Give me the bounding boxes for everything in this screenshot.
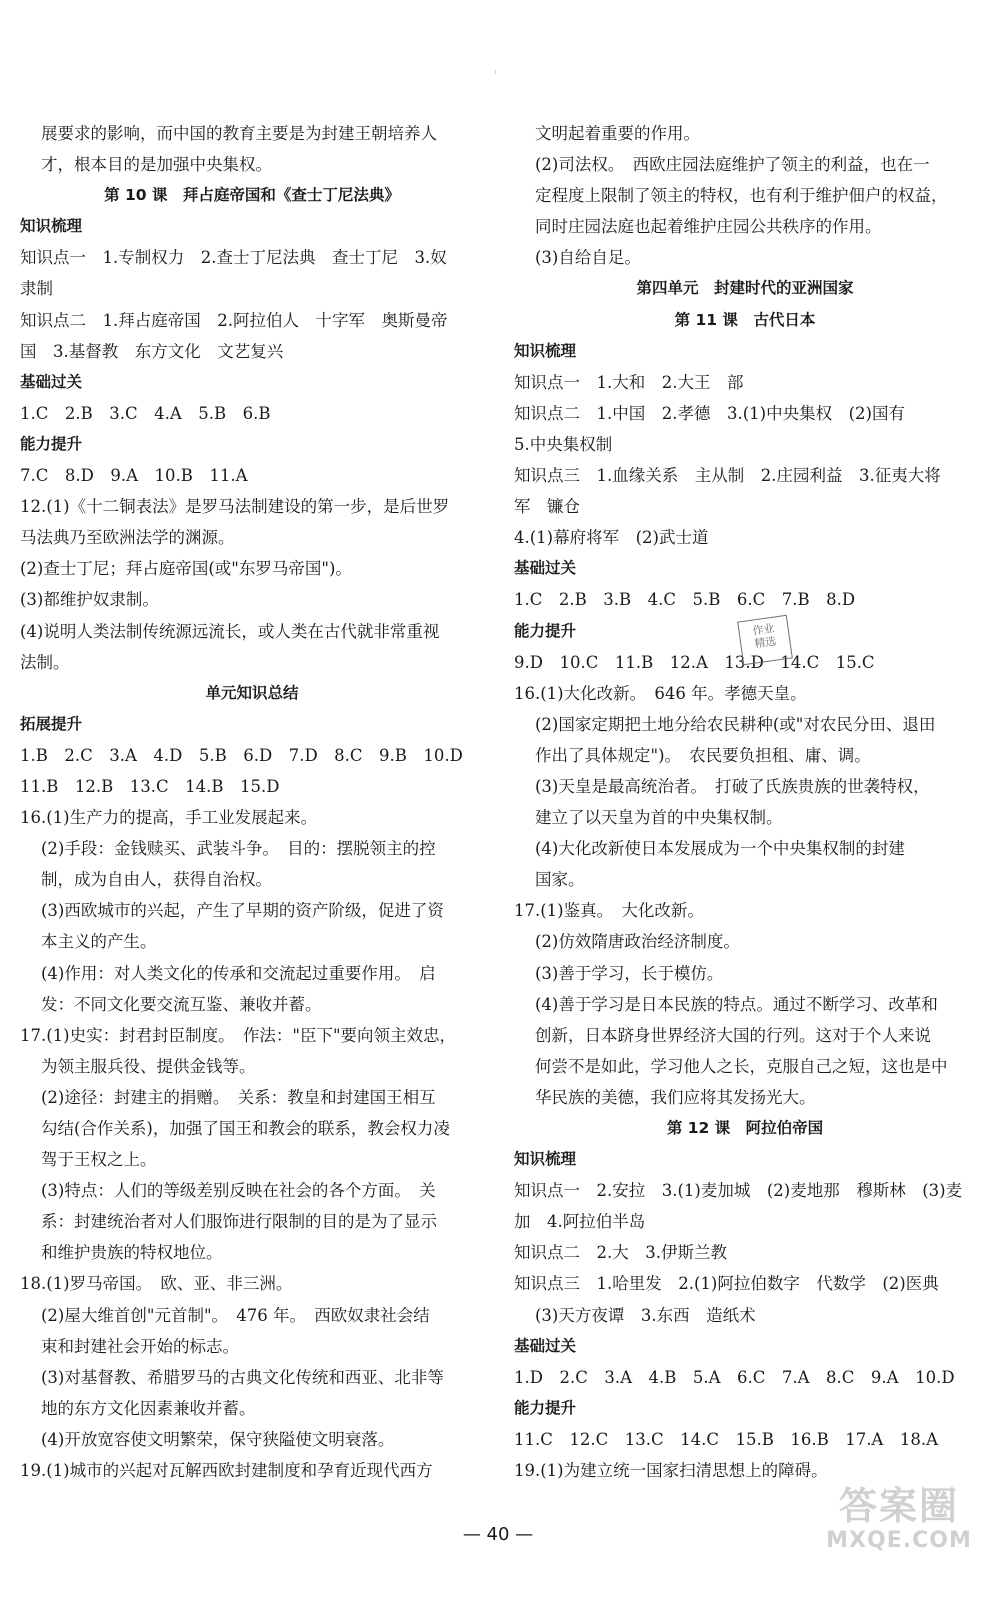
right-column [514, 118, 976, 1486]
answer-line: (2)国家定期把土地分给农民耕种(或"对农民分田、退田 [535, 714, 936, 734]
answer-line: 华民族的美德，我们应将其发扬光大。 [535, 1087, 816, 1107]
section-heading: 知识梳理 [514, 341, 577, 360]
page-number: — 40 — [462, 1524, 534, 1545]
answer-line: 作出了具体规定")。 农民要负担租、庸、调。 [535, 745, 871, 765]
answer-line: 11.C 12.C 13.C 14.C 15.B 16.B 17.A 18.A [514, 1429, 939, 1449]
answer-line: 驾于王权之上。 [41, 1150, 157, 1170]
answer-line: 知识点一 1.大和 2.大王 部 [514, 372, 744, 392]
answer-line: (3)西欧城市的兴起，产生了早期的资产阶级，促进了资 [41, 901, 444, 921]
answer-line: 系：封建统治者对人们服饰进行限制的目的是为了显示 [41, 1212, 437, 1232]
answer-line: 12.(1)《十二铜表法》是罗马法制建设的第一步，是后世罗 [20, 497, 450, 517]
section-heading: 能力提升 [20, 434, 83, 453]
answer-line: 军 镰仓 [514, 497, 580, 517]
answer-line: 勾结(合作关系)，加强了国王和教会的联系，教会权力凌 [41, 1119, 450, 1138]
answer-line: 17.(1)鉴真。 大化改新。 [514, 901, 704, 921]
answer-line: (2)屋大维首创"元首制"。 476 年。 西欧奴隶社会结 [41, 1305, 430, 1325]
answer-line: 加 4.阿拉伯半岛 [514, 1212, 646, 1232]
stamp-line-2: 精选 [753, 634, 778, 651]
section-heading: 知识梳理 [20, 217, 83, 236]
answer-line: 展要求的影响，而中国的教育主要是为封建王朝培养人 [41, 124, 437, 143]
answer-line: (3)对基督教、希腊罗马的古典文化传统和西亚、北非等 [41, 1367, 444, 1387]
watermark-line-1: 答案圈 [838, 1484, 959, 1528]
answer-line: 文明起着重要的作用。 [535, 124, 700, 143]
answer-line: 9.D 10.C 11.B 12.A 13.D 14.C 15.C [514, 652, 875, 672]
answer-line: 16.(1)生产力的提高，手工业发展起来。 [20, 808, 318, 828]
answer-line: 和维护贵族的特权地位。 [41, 1243, 223, 1263]
answer-line: 4.(1)幕府将军 (2)武士道 [514, 528, 709, 548]
answer-line: 法制。 [20, 652, 70, 672]
answer-line: 何尝不是如此，学习他人之长，克服自己之短，这也是中 [535, 1056, 948, 1076]
answer-line: (4)开放宽容使文明繁荣，保守狭隘使文明衰落。 [41, 1429, 395, 1449]
answer-line: 1.C 2.B 3.C 4.A 5.B 6.B [20, 403, 271, 423]
watermark-logo [824, 1484, 974, 1564]
section-title: 第 12 课 阿拉伯帝国 [666, 1119, 824, 1137]
answer-line: 1.D 2.C 3.A 4.B 5.A 6.C 7.A 8.C 9.A 10.D [514, 1367, 955, 1387]
section-title: 单元知识总结 [205, 683, 299, 702]
answer-line: 17.(1)史实：封君封臣制度。 作法："臣下"要向领主效忠， [20, 1025, 457, 1045]
answer-line: 隶制 [20, 279, 53, 299]
answer-line: 知识点一 2.安拉 3.(1)麦加城 (2)麦地那 穆斯林 (3)麦 [514, 1181, 963, 1201]
answer-line: 国 3.基督教 东方文化 文艺复兴 [20, 341, 284, 361]
section-title: 第 10 课 拜占庭帝国和《查士丁尼法典》 [104, 186, 400, 205]
section-heading: 基础过关 [514, 559, 577, 578]
stamp-mark [737, 615, 793, 666]
answer-line: 制，成为自由人，获得自治权。 [41, 870, 272, 890]
section-heading: 基础过关 [514, 1336, 577, 1355]
answer-line: (2)查士丁尼；拜占庭帝国(或"东罗马帝国")。 [20, 559, 352, 579]
answer-line: 知识点一 1.专制权力 2.查士丁尼法典 查士丁尼 3.奴 [20, 248, 447, 268]
answer-line: 7.C 8.D 9.A 10.B 11.A [20, 466, 248, 486]
answer-line: 知识点三 1.血缘关系 主从制 2.庄园利益 3.征夷大将 [514, 466, 941, 486]
answer-line: (4)作用：对人类文化的传承和交流起过重要作用。 启 [41, 963, 436, 983]
answer-line: 才，根本目的是加强中央集权。 [41, 155, 272, 175]
answer-line: (2)仿效隋唐政治经济制度。 [535, 932, 740, 952]
answer-line: 18.(1)罗马帝国。 欧、亚、非三洲。 [20, 1274, 293, 1294]
answer-line: 1.B 2.C 3.A 4.D 5.B 6.D 7.D 8.C 9.B 10.D [20, 745, 463, 765]
answer-line: 发：不同文化要交流互鉴、兼收并蓄。 [41, 994, 322, 1014]
section-heading: 拓展提升 [20, 714, 83, 733]
watermark-line-2: MXQE.COM [826, 1528, 972, 1553]
answer-line: (2)司法权。 西欧庄园法庭维护了领主的利益，也在一 [535, 155, 930, 175]
answer-line: 为领主服兵役、提供金钱等。 [41, 1056, 256, 1076]
answer-line: 19.(1)为建立统一国家扫清思想上的障碍。 [514, 1461, 828, 1481]
answer-line: 束和封建社会开始的标志。 [41, 1336, 239, 1356]
answer-line: 定程度上限制了领主的特权，也有利于维护佃户的权益， [535, 186, 948, 206]
answer-line: (4)善于学习是日本民族的特点。通过不断学习、改革和 [535, 994, 938, 1014]
answer-line: (3)天方夜谭 3.东西 造纸术 [535, 1305, 756, 1325]
answer-line: 11.B 12.B 13.C 14.B 15.D [20, 776, 280, 796]
answer-line: 建立了以天皇为首的中央集权制。 [535, 808, 783, 828]
section-heading: 能力提升 [514, 621, 577, 640]
answer-line: 地的东方文化因素兼收并蓄。 [41, 1398, 256, 1418]
answer-line: 知识点二 1.中国 2.孝德 3.(1)中央集权 (2)国有 [514, 403, 905, 423]
answer-line: 1.C 2.B 3.B 4.C 5.B 6.C 7.B 8.D [514, 590, 856, 610]
answer-line: 知识点三 1.哈里发 2.(1)阿拉伯数字 代数学 (2)医典 [514, 1274, 939, 1294]
section-heading: 知识梳理 [514, 1150, 577, 1169]
answer-line: 知识点二 1.拜占庭帝国 2.阿拉伯人 十字军 奥斯曼帝 [20, 310, 448, 330]
answer-line: 同时庄园法庭也起着维护庄园公共秩序的作用。 [535, 217, 882, 237]
answer-line: (4)说明人类法制传统源远流长，或人类在古代就非常重视 [20, 621, 440, 641]
left-column [20, 118, 484, 1486]
answer-line: 国家。 [535, 870, 585, 890]
answer-line: (3)自给自足。 [535, 248, 641, 268]
section-title: 第四单元 封建时代的亚洲国家 [636, 279, 854, 298]
answer-line: 本主义的产生。 [41, 932, 157, 952]
answer-line: 马法典乃至欧洲法学的渊源。 [20, 528, 235, 548]
column-divider [495, 70, 496, 74]
answer-line: 19.(1)城市的兴起对瓦解西欧封建制度和孕育近现代西方 [20, 1461, 433, 1481]
answer-line: (2)手段：金钱赎买、武装斗争。 目的：摆脱领主的控 [41, 839, 436, 859]
section-heading: 能力提升 [514, 1398, 577, 1417]
answer-line: (3)善于学习，长于模仿。 [535, 963, 724, 983]
section-heading: 基础过关 [20, 372, 83, 391]
section-title: 第 11 课 古代日本 [674, 310, 816, 329]
answer-line: (4)大化改新使日本发展成为一个中央集权制的封建 [535, 839, 905, 859]
answer-line: (3)天皇是最高统治者。 打破了氏族贵族的世袭特权， [535, 776, 930, 796]
answer-line: 5.中央集权制 [514, 434, 613, 454]
answer-line: (2)途径：封建主的捐赠。 关系：教皇和封建国王相互 [41, 1087, 436, 1107]
answer-line: 创新，日本跻身世界经济大国的行列。这对于个人来说 [535, 1025, 931, 1045]
answer-line: 知识点二 2.大 3.伊斯兰教 [514, 1243, 727, 1263]
answer-line: (3)特点：人们的等级差别反映在社会的各个方面。 关 [41, 1181, 436, 1201]
stamp-line-1: 作业 [751, 621, 776, 638]
answer-line: 16.(1)大化改新。 646 年。孝德天皇。 [514, 683, 807, 703]
answer-line: (3)都维护奴隶制。 [20, 590, 159, 610]
